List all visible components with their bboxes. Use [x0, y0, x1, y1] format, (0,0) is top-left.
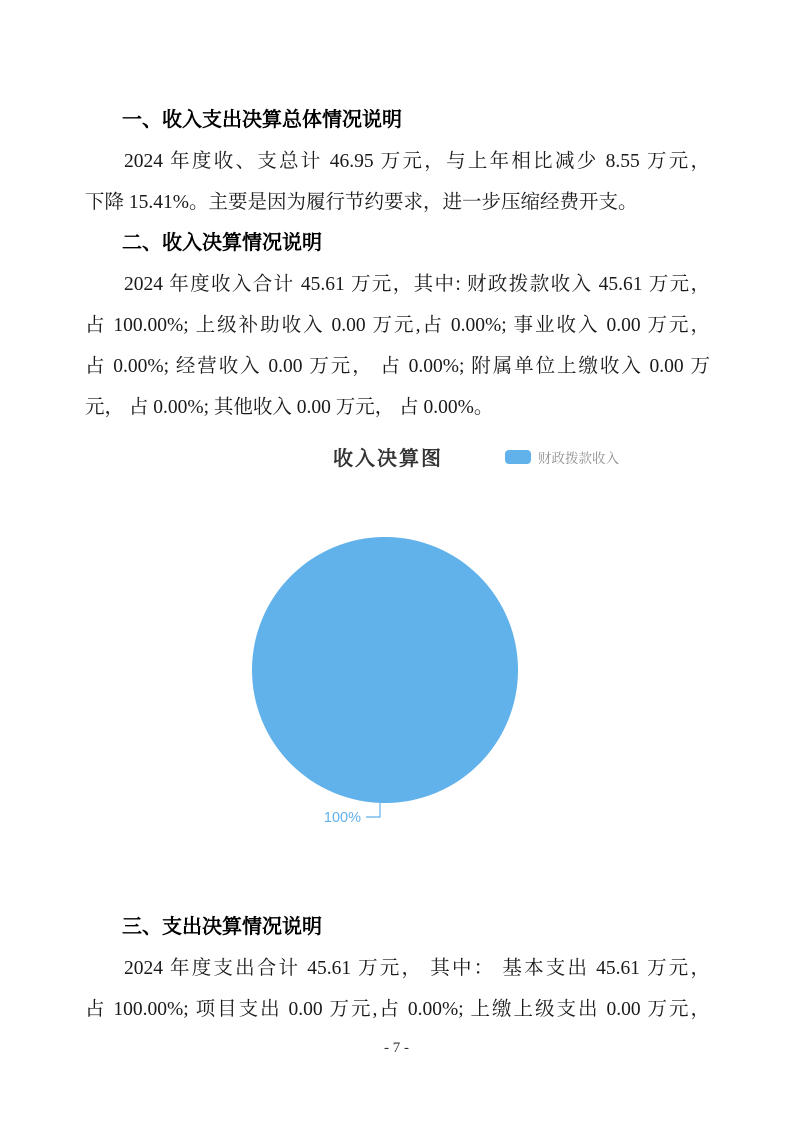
- pie-slice-caizhengbokuan: [252, 537, 518, 803]
- paragraph-line: 占 100.00%; 上级补助收入 0.00 万元,占 0.00%; 事业收入 0.00 万元，: [85, 315, 710, 336]
- paragraph-line: 元， 占 0.00%; 其他收入 0.00 万元， 占 0.00%。: [85, 397, 494, 418]
- paragraph-line: 占 0.00%; 经营收入 0.00 万元， 占 0.00%; 附属单位上缴收入 0.00 万: [85, 356, 710, 377]
- page-number: - 7 -: [384, 1040, 409, 1056]
- section-1-heading: 一、收入支出决算总体情况说明: [122, 109, 402, 131]
- section-3-paragraph: [85, 948, 710, 1030]
- legend-label: 财政拨款收入: [538, 451, 619, 466]
- section-2-heading: 二、收入决算情况说明: [122, 232, 322, 254]
- paragraph-line: 2024 年度支出合计 45.61 万元， 其中： 基本支出 45.61 万元，: [124, 958, 710, 979]
- paragraph-line: 2024 年度收入合计 45.61 万元，其中: 财政拨款收入 45.61 万元，: [124, 274, 710, 295]
- upper-text-block: [85, 100, 710, 428]
- paragraph-line: 2024 年度收、支总计 46.95 万元，与上年相比减少 8.55 万元，: [124, 151, 710, 172]
- pie-slice-percent-label: 100%: [323, 810, 361, 826]
- lower-text-block: [85, 907, 710, 1030]
- paragraph-line: 占 100.00%; 项目支出 0.00 万元,占 0.00%; 上缴上级支出 0.00 万元，: [85, 999, 710, 1020]
- section-2-paragraph: [85, 264, 710, 428]
- chart-title: 收入决算图: [333, 448, 443, 470]
- pie-label-leader-line: [366, 803, 380, 817]
- section-1-paragraph: [85, 141, 710, 223]
- income-pie-chart: [0, 440, 793, 860]
- section-3-heading: 三、支出决算情况说明: [122, 916, 322, 938]
- paragraph-line: 下降 15.41%。主要是因为履行节约要求，进一步压缩经费开支。: [85, 192, 638, 213]
